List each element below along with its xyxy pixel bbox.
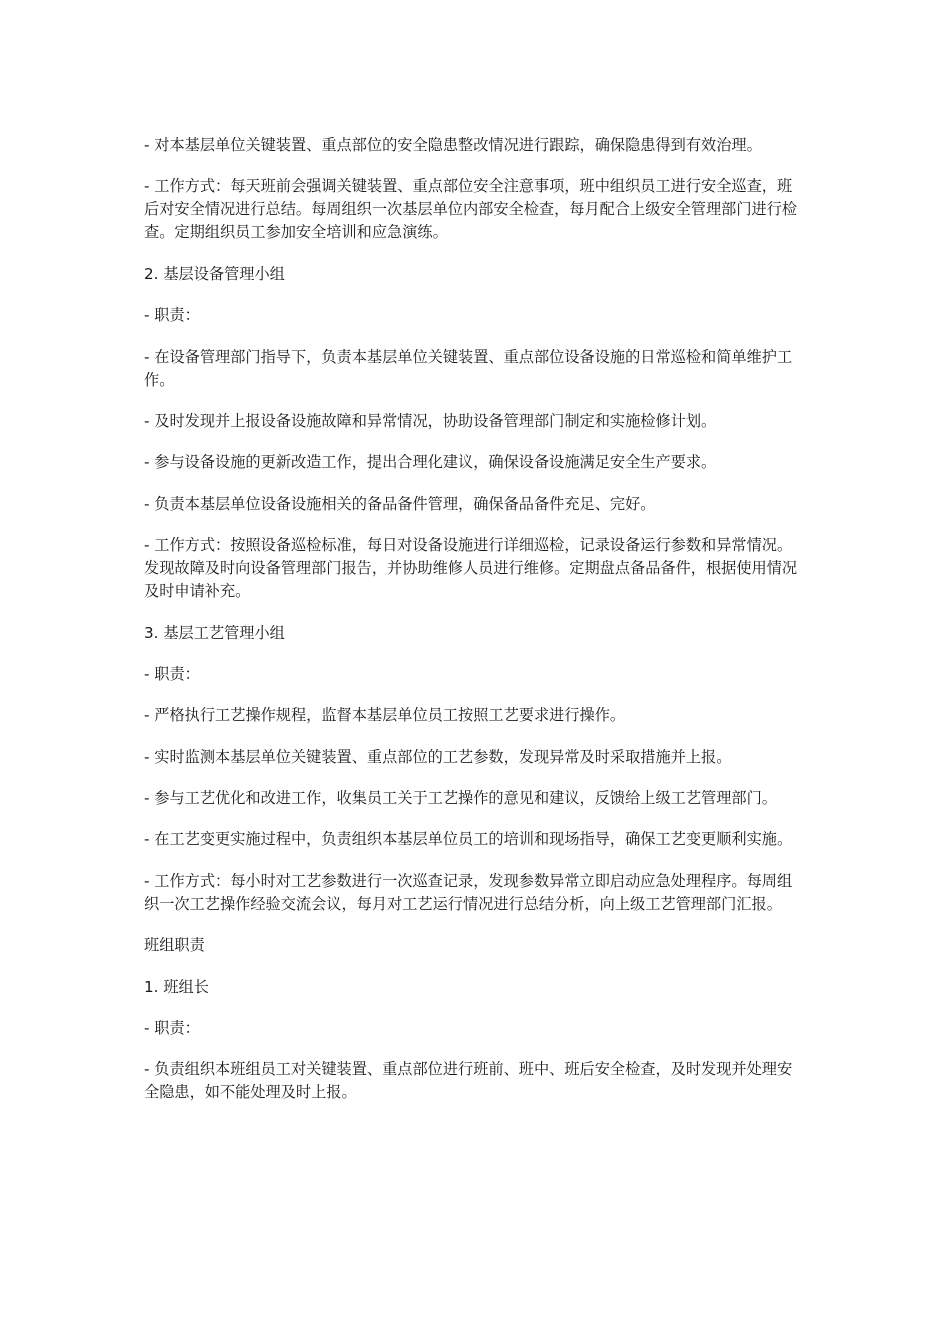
paragraph-team-leader-duty-1: - 负责组织本班组员工对关键装置、重点部位进行班前、班中、班后安全检查，及时发现并处理安全隐患，如不能处理及时上报。 <box>144 1060 793 1102</box>
paragraph-equipment-duty-4: - 负责本基层单位设备设施相关的备品备件管理，确保备品备件充足、完好。 <box>144 494 656 513</box>
paragraph-equipment-duty-2: - 及时发现并上报设备设施故障和异常情况，协助设备管理部门制定和实施检修计划。 <box>144 411 717 430</box>
heading-team-duties: 班组职责 <box>144 936 205 955</box>
paragraph-equipment-duty-3: - 参与设备设施的更新改造工作，提出合理化建议，确保设备设施满足安全生产要求。 <box>144 453 717 472</box>
label-duties: - 职责： <box>144 306 200 325</box>
heading-equipment-group: 2. 基层设备管理小组 <box>144 264 285 283</box>
heading-process-group: 3. 基层工艺管理小组 <box>144 623 285 642</box>
paragraph-hazard-tracking: - 对本基层单位关键装置、重点部位的安全隐患整改情况进行跟踪，确保隐患得到有效治理。 <box>144 136 762 154</box>
paragraph-safety-work-method: - 工作方式：每天班前会强调关键装置、重点部位安全注意事项，班中组织员工进行安全巡查，班后对安全情况进行总结。每周组织一次基层单位内部安全检查，每月配合上级安全管理部门进行检查。定期组织员工参加安全培训和应急演练。 <box>144 177 798 242</box>
document-body <box>144 134 804 1123</box>
label-duties: - 职责： <box>144 1019 200 1038</box>
paragraph-process-duty-1: - 严格执行工艺操作规程，监督本基层单位员工按照工艺要求进行操作。 <box>144 706 626 725</box>
heading-team-leader: 1. 班组长 <box>144 977 209 996</box>
label-duties: - 职责： <box>144 664 200 683</box>
paragraph-process-work-method: - 工作方式：每小时对工艺参数进行一次巡查记录，发现参数异常立即启动应急处理程序。每周组织一次工艺操作经验交流会议，每月对工艺运行情况进行总结分析，向上级工艺管理部门汇报。 <box>144 871 793 913</box>
paragraph-process-duty-4: - 在工艺变更实施过程中，负责组织本基层单位员工的培训和现场指导，确保工艺变更顺利实施。 <box>144 830 793 849</box>
paragraph-process-duty-3: - 参与工艺优化和改进工作，收集员工关于工艺操作的意见和建议，反馈给上级工艺管理部门。 <box>144 789 777 808</box>
paragraph-equipment-work-method: - 工作方式：按照设备巡检标准，每日对设备设施进行详细巡检，记录设备运行参数和异常情况。发现故障及时向设备管理部门报告，并协助维修人员进行维修。定期盘点备品备件，根据使用情况及时申请补充。 <box>144 536 798 601</box>
paragraph-equipment-duty-1: - 在设备管理部门指导下，负责本基层单位关键装置、重点部位设备设施的日常巡检和简单维护工作。 <box>144 347 793 389</box>
paragraph-process-duty-2: - 实时监测本基层单位关键装置、重点部位的工艺参数，发现异常及时采取措施并上报。 <box>144 747 732 766</box>
